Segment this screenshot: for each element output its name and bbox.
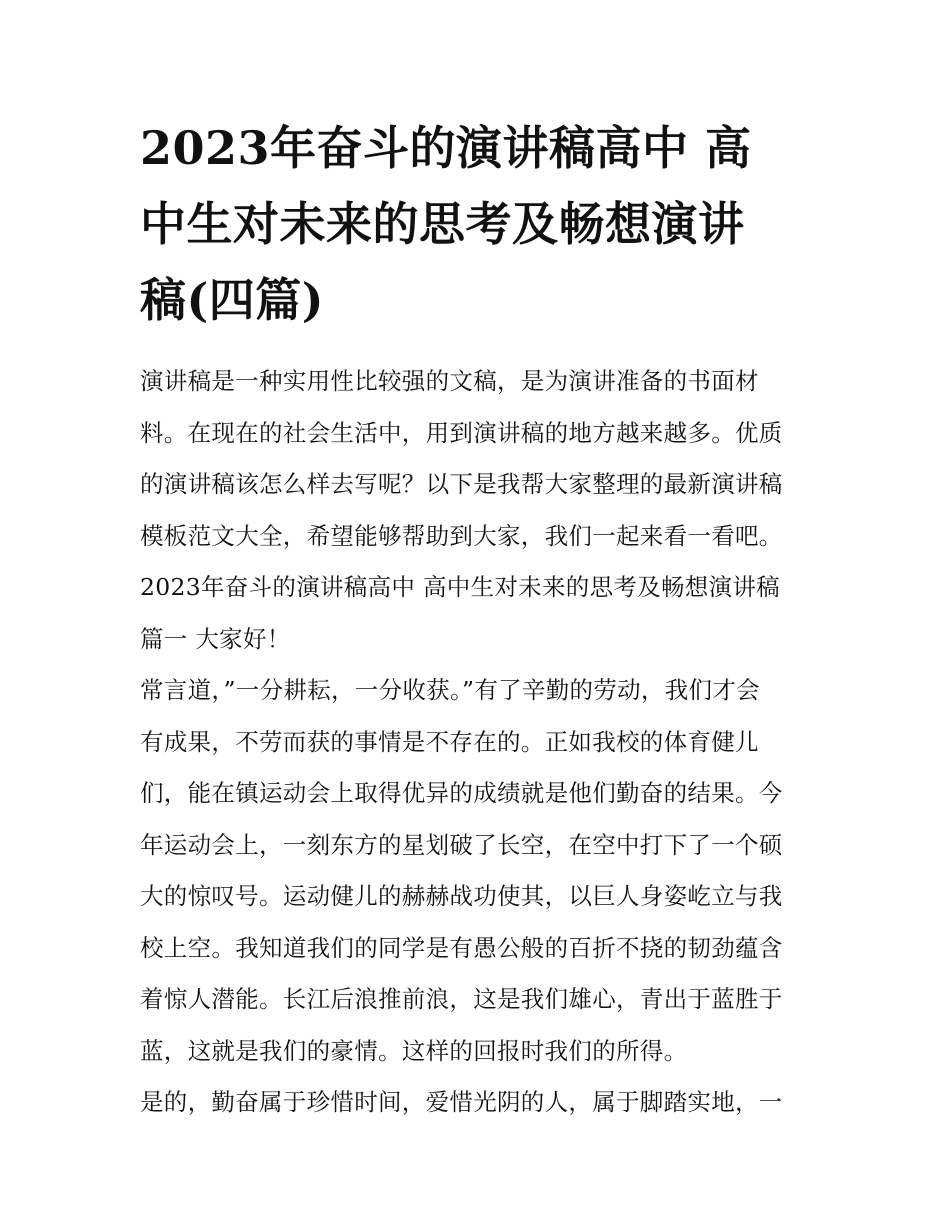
document-title [140,110,820,338]
body-line-2: 料。在现在的社会生活中，用到演讲稿的地方越来越多。优质 [140,418,783,447]
body-line-12: 校上空。我知道我们的同学是有愚公般的百折不挠的韧劲蕴含 [140,933,783,962]
body-line-13: 着惊人潜能。长江后浪推前浪，这是我们雄心，青出于蓝胜于 [140,985,783,1013]
body-line-7: 常言道，”一分耕耘，一分收获。”有了辛勤的劳动，我们才会 [140,676,760,704]
body-line-1: 演讲稿是一种实用性比较强的文稿，是为演讲准备的书面材 [140,367,759,395]
document-body [140,356,820,1129]
body-line-14: 蓝，这就是我们的豪情。这样的回报时我们的所得。 [140,1036,688,1065]
title-line-1: 2023年奋斗的演讲稿高中 高 [140,121,752,175]
title-line-2: 中生对未来的思考及畅想演讲 [140,197,745,251]
body-line-11: 大的惊叹号。运动健儿的赫赫战功使其，以巨人身姿屹立与我 [140,882,783,910]
body-line-3: 的演讲稿该怎么样去写呢？以下是我帮大家整理的最新演讲稿 [140,470,783,498]
document-page [140,110,820,1129]
body-line-6: 篇一 大家好！ [140,624,291,653]
body-line-9: 们，能在镇运动会上取得优异的成绩就是他们勤奋的结果。今 [140,779,783,807]
body-line-15: 是的，勤奋属于珍惜时间，爱惜光阴的人，属于脚踏实地，一 [140,1088,783,1116]
body-line-8: 有成果，不劳而获的事情是不存在的。正如我校的体育健儿 [140,727,759,756]
body-line-10: 年运动会上，一刻东方的星划破了长空，在空中打下了一个硕 [140,830,783,859]
title-line-3: 稿(四篇) [140,273,325,327]
body-line-4: 模板范文大全，希望能够帮助到大家，我们一起来看一看吧。 [140,521,783,550]
body-line-5: 2023年奋斗的演讲稿高中 高中生对未来的思考及畅想演讲稿 [140,573,780,601]
